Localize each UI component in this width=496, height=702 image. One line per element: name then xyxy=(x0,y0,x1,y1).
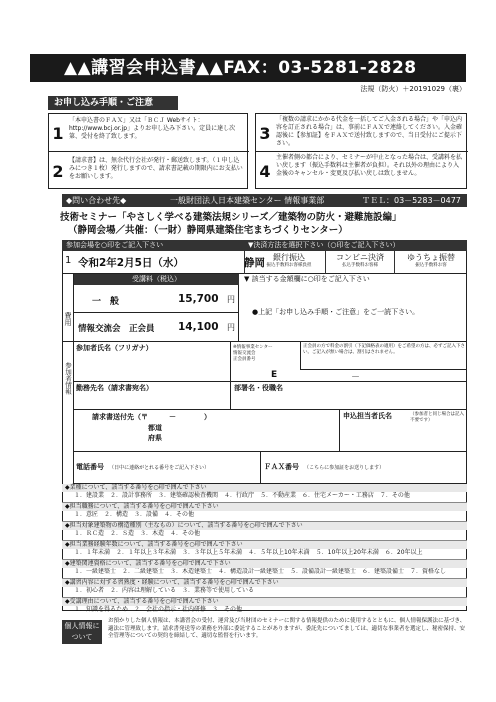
survey-options: １．ＲＣ造 ２．Ｓ造 ３．木造 ４．その他 xyxy=(74,530,201,537)
divider xyxy=(244,251,245,274)
member-note: 正会員の方で料金の割引（下記価格表の適用）をご希望の方は、必ずご記入下さい。ご記入が無い場合は、割引はされません。 xyxy=(300,342,467,370)
phone-label: 電話番号 xyxy=(76,463,104,471)
name-row xyxy=(74,342,467,382)
procedure-left-box xyxy=(48,113,248,189)
name-label: 参加者氏名（フリガナ） xyxy=(76,344,153,352)
survey-options: １．建設業 ２．設計事務所 ３．建築確認検査機関 ４．行政庁 ５．不動産業 ６．住宅メーカー・工務店 ７．その他 xyxy=(74,492,410,499)
fee-label: 情報交流会 正会員 xyxy=(78,324,155,334)
inquiry-tel: ＴＥＬ：03－5283－0477 xyxy=(362,196,461,205)
step-text: 「本申込書のＦＡＸ」又は「ＢＣＪ Webサイト：http://www.bcj.or.jp」よりお申し込み下さい。定員に達し次第、受付を終了致します。 xyxy=(69,117,236,140)
step-3 xyxy=(256,114,468,152)
law-note: 法規（防火）＋20191029（裏） xyxy=(360,85,466,93)
company-label: 勤務先名（請求書宛名） xyxy=(76,384,153,392)
fee-side-label: 費用 xyxy=(62,274,74,341)
payment-header: ▼決済方法を選択下さい（○印をご記入下さい） xyxy=(244,240,467,251)
payment-bank[interactable] xyxy=(258,253,320,269)
survey-question: ◆受講理由について、該当する番号を○印で囲んで下さい xyxy=(62,598,467,606)
payment-yucho[interactable] xyxy=(397,253,465,269)
survey-item[interactable] xyxy=(62,598,467,616)
inquiry-bar xyxy=(62,194,467,207)
survey-question: ◆講習内容に対する習熟度・経験について、該当する番号を○印で囲んで下さい xyxy=(62,579,467,587)
fee-note: ●上記「お申し込み手順・ご注意」をご一読下さい。 xyxy=(252,308,420,316)
payment-sub: 振込手数料お客 xyxy=(415,263,447,268)
page-banner: ▲▲講習会申込書▲▲FAX：03-5281-2828 xyxy=(30,54,466,82)
procedure-heading: お申し込み手順・ご注意 xyxy=(48,96,178,110)
fee-amount: 15,700 xyxy=(178,293,219,305)
inquiry-org: 一般財団法人日本建築センター 情報事業部 xyxy=(170,196,325,205)
dept-cell[interactable] xyxy=(230,382,467,410)
survey-options: １．意匠 ２．構造 ３．設備 ４．その他 xyxy=(74,511,195,518)
phone-cell[interactable] xyxy=(76,454,209,473)
survey-question: ◆建築関連資格について、該当する番号を○印で囲んで下さい xyxy=(62,560,467,568)
survey-item[interactable] xyxy=(62,541,467,560)
address-sub1: 都道 xyxy=(148,424,162,432)
step-number: 1 xyxy=(52,124,64,143)
member-label: ※情報事業センター 情報交流会 正会員番号 xyxy=(230,342,300,370)
survey-question: ◆担当対象建築物の構造種別（主なもの）について、該当する番号を○印で囲んで下さい xyxy=(62,522,467,530)
step-text: 【請求書】は、無余代行会社が発行・郵送致します。（１申し込みにつき１枚）発行しますので、請求書記載の期限内にお支払いをお願いします。 xyxy=(69,157,243,180)
survey-question: ◆担当業務経験年数について、該当する番号を○印で囲んで下さい xyxy=(62,541,467,549)
company-row xyxy=(74,382,467,410)
payment-label: ゆうちょ振替 xyxy=(407,253,455,262)
fee-row-general[interactable] xyxy=(74,285,239,313)
contact-label: 申込担当者氏名 xyxy=(343,412,392,420)
fee-unit: 円 xyxy=(227,323,235,332)
survey-item[interactable] xyxy=(62,560,467,579)
member-dash: － xyxy=(351,373,361,383)
divider xyxy=(394,251,395,274)
phone-note: （日中に連絡がとれる番号をご記入下さい） xyxy=(109,465,210,471)
fee-header: 受講料（税込） xyxy=(74,274,239,285)
survey-item[interactable] xyxy=(62,522,467,541)
date-header: 参加会場を○印をご記入下さい xyxy=(62,240,244,251)
member-number-field[interactable] xyxy=(230,370,467,382)
survey-options: １．知識を得るため ２．会社の指示・社内研修 ３．その他 xyxy=(74,606,243,613)
step-text: 主催者側の都合により、セミナーが中止となった場合は、受講料を払い戻します（振込手数料は主催者が負担）。それ以外の理由により入金後のキャンセル・変更及び払い戻しは致しません。 xyxy=(276,154,463,177)
seminar-date[interactable]: 令和2年2月5日（水） xyxy=(78,257,184,269)
step-2 xyxy=(49,152,249,189)
step-number: 2 xyxy=(52,162,64,181)
payment-label: 銀行振込 xyxy=(273,253,305,262)
seminar-venue: （静岡会場／共催：（一財）静岡県建築住宅まちづくりセンター） xyxy=(68,225,348,236)
payment-label: コンビニ決済 xyxy=(336,253,384,262)
payment-convenience[interactable] xyxy=(328,253,392,269)
procedure-right-box xyxy=(255,113,467,189)
row-number: 1 xyxy=(65,255,72,266)
dept-label: 部署名・役職名 xyxy=(234,384,283,392)
fee-note-header: ▼ 該当する金額欄に○印をご記入下さい xyxy=(244,275,370,283)
participant-side-label: 参加者情報 xyxy=(62,342,74,484)
step-1 xyxy=(49,114,249,152)
payment-sub: 振込手数料お客様負担 xyxy=(266,263,312,268)
fax-cell[interactable] xyxy=(260,452,467,484)
date-row xyxy=(62,251,467,274)
step-text: 「複数の請求にかかる代金を一括してご入金される場合」や「申込内容を訂正される場合」は、事前にＦＡＸで連絡してください。入金確認後に【参加証】をＦＡＸで送付致しますので、当日受付にご提示下さい。 xyxy=(276,116,463,147)
venue-name: 静岡 xyxy=(244,257,265,269)
privacy-text: お預かりした個人情報は、本講習会の受付、運営及び当財団のセミナーに関する情報提供のために使用するとともに、個人情報保護法に基づき、適法に管理致します。請求書発送等の業務を外部に委託することがありますが、委託先についてましては、適切な事業者を選定し、秘密保持、安全管理等についての契約を締結して、適切な監督を行います。 xyxy=(108,618,466,639)
inquiry-label: ◆問い合わせ先◆ xyxy=(66,196,127,205)
payment-sub: 払込手数料お客様 xyxy=(342,263,378,268)
fax-note: （こちらに参加証をお送りします） xyxy=(304,465,385,471)
survey-question: ◆業種について、該当する番号を○印で囲んで下さい xyxy=(62,484,467,492)
member-prefix: E xyxy=(271,370,278,380)
fee-amount: 14,100 xyxy=(178,321,219,333)
divider xyxy=(325,251,326,274)
survey-question: ◆担当職務について、該当する番号を○印で囲んで下さい xyxy=(62,503,467,511)
privacy-label: 個人情報について xyxy=(62,620,102,644)
address-sub2: 府県 xyxy=(148,434,162,442)
step-number: 4 xyxy=(259,162,271,181)
survey-options: １．１年未満 ２．１年以上３年未満 ３．３年以上５年未満 ４．５年以上10年未満 ５．10年以上20年未満 ６．20年以上 xyxy=(74,549,423,556)
address-row xyxy=(74,410,467,452)
survey-options: １．一級建築士 ２．二級建築士 ３．木造建築士 ４．構造設計一級建築士 ５．設備設計一級建築士 ６．建築設備士 ７．資格なし xyxy=(74,568,447,575)
survey-options: １．初心者 ２．内容は理解している ３．業務等で使用している xyxy=(74,587,255,594)
contact-cell[interactable] xyxy=(339,410,467,452)
fax-label: ＦＡＸ番号 xyxy=(264,463,299,471)
survey-item[interactable] xyxy=(62,484,467,503)
survey-item[interactable] xyxy=(62,579,467,598)
fee-row-member[interactable] xyxy=(74,313,239,341)
step-4 xyxy=(256,152,468,189)
fee-unit: 円 xyxy=(227,295,235,304)
address-label: 請求書送付先（〒 － ） xyxy=(92,413,211,421)
fee-label: 一 般 xyxy=(92,297,120,307)
seminar-title: 技術セミナー「やさしく学べる建築法規シリーズ／建築物の防火・避難施設編」 xyxy=(60,212,402,223)
survey-item[interactable] xyxy=(62,503,467,522)
step-number: 3 xyxy=(259,124,271,143)
survey-section xyxy=(62,484,467,611)
fee-section xyxy=(62,274,467,342)
contact-note: （参加者と同じ場合は記入不要です） xyxy=(410,412,464,423)
phone-row xyxy=(74,452,467,484)
